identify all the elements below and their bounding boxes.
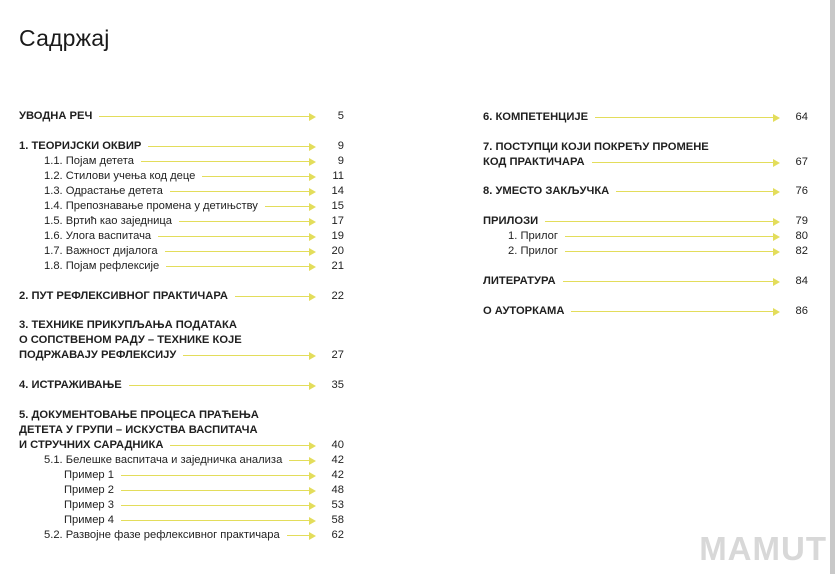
- page-edge-shadow: [830, 0, 835, 574]
- toc-page-number: 82: [795, 245, 808, 257]
- toc-entry-label: 1. ТЕОРИЈСКИ ОКВИР: [19, 140, 142, 152]
- toc-entry-chapter-5[interactable]: [19, 438, 344, 453]
- leader-arrow-icon: [121, 468, 316, 483]
- toc-page-number: 86: [795, 305, 808, 317]
- toc-entry-1-1[interactable]: [44, 154, 344, 169]
- toc-entry-5-2[interactable]: [44, 528, 344, 543]
- toc-entry-chapter-4[interactable]: [19, 378, 344, 393]
- toc-page-number: 21: [331, 260, 344, 272]
- toc-entry-label: Пример 3: [64, 499, 114, 511]
- toc-entry-appendices[interactable]: [483, 214, 808, 229]
- toc-entry-1-8[interactable]: [44, 259, 344, 274]
- leader-arrow-icon: [179, 214, 316, 229]
- toc-entry-1-4[interactable]: [44, 199, 344, 214]
- toc-page-number: 5: [337, 110, 344, 122]
- toc-entry-label: 5.2. Развојне фазе рефлексивног практичара: [44, 529, 280, 541]
- toc-entry-label: Пример 2: [64, 484, 114, 496]
- toc-entry-label: ЛИТЕРАТУРА: [483, 275, 556, 287]
- toc-page-number: 22: [331, 290, 344, 302]
- toc-page-number: 84: [795, 275, 808, 287]
- leader-arrow-icon: [235, 289, 316, 304]
- leader-arrow-icon: [563, 274, 780, 289]
- leader-arrow-icon: [170, 184, 316, 199]
- toc-entry-chapter-1[interactable]: [19, 139, 344, 154]
- toc-page-number: 80: [795, 230, 808, 242]
- toc-page-number: 76: [795, 185, 808, 197]
- toc-entry-label: 1.3. Одрастање детета: [44, 185, 163, 197]
- toc-page-number: 42: [331, 454, 344, 466]
- leader-arrow-icon: [121, 513, 316, 528]
- toc-page-number: 20: [331, 245, 344, 257]
- leader-arrow-icon: [166, 259, 316, 274]
- leader-arrow-icon: [129, 378, 316, 393]
- toc-entry-chapter-8[interactable]: [483, 184, 808, 199]
- toc-page-number: 67: [795, 156, 808, 168]
- toc-entry-literature[interactable]: [483, 274, 808, 289]
- toc-entry-label: 4. ИСТРАЖИВАЊЕ: [19, 379, 122, 391]
- toc-page-number: 58: [331, 514, 344, 526]
- toc-page-number: 62: [331, 529, 344, 541]
- toc-entry-chapter-7[interactable]: [483, 155, 808, 170]
- toc-entry-label: Пример 1: [64, 469, 114, 481]
- toc-entry-label: ПОДРЖАВАЈУ РЕФЛЕКСИЈУ: [19, 349, 177, 361]
- toc-entry-appendix-2[interactable]: [508, 244, 808, 259]
- leader-arrow-icon: [121, 498, 316, 513]
- leader-arrow-icon: [121, 483, 316, 498]
- toc-entry-1-2[interactable]: [44, 169, 344, 184]
- leader-arrow-icon: [565, 244, 780, 259]
- toc-entry-intro[interactable]: [19, 109, 344, 124]
- toc-page-number: 64: [795, 111, 808, 123]
- toc-entry-chapter-3-line-1: 3. ТЕХНИКЕ ПРИКУПЉАЊА ПОДАТАКА: [19, 319, 237, 331]
- page-title: Садржај: [19, 25, 110, 52]
- toc-entry-chapter-5-line-1: 5. ДОКУМЕНТОВАЊЕ ПРОЦЕСА ПРАЋЕЊА: [19, 409, 259, 421]
- toc-entry-label: 1.6. Улога васпитача: [44, 230, 152, 242]
- toc-entry-label: 6. КОМПЕТЕНЦИЈЕ: [483, 111, 589, 123]
- toc-page-number: 15: [331, 200, 344, 212]
- toc-entry-1-6[interactable]: [44, 229, 344, 244]
- toc-entry-label: 8. УМЕСТО ЗАКЉУЧКА: [483, 185, 610, 197]
- leader-arrow-icon: [595, 110, 780, 125]
- toc-entry-label: 2. ПУТ РЕФЛЕКСИВНОГ ПРАКТИЧАРА: [19, 290, 228, 302]
- toc-entry-chapter-3[interactable]: [19, 348, 344, 363]
- toc-page-number: 11: [332, 170, 344, 182]
- toc-entry-label: О АУТОРКАМА: [483, 305, 565, 317]
- toc-entry-label: КОД ПРАКТИЧАРА: [483, 156, 585, 168]
- toc-page-number: 35: [331, 379, 344, 391]
- toc-entry-chapter-3-line-2: О СОПСТВЕНОМ РАДУ – ТЕХНИКЕ КОЈЕ: [19, 334, 242, 346]
- toc-page-number: 14: [331, 185, 344, 197]
- leader-arrow-icon: [592, 155, 780, 170]
- leader-arrow-icon: [141, 154, 316, 169]
- toc-entry-example-3[interactable]: [64, 498, 344, 513]
- toc-entry-label: Пример 4: [64, 514, 114, 526]
- leader-arrow-icon: [287, 528, 316, 543]
- toc-entry-chapter-2[interactable]: [19, 289, 344, 304]
- leader-arrow-icon: [158, 229, 316, 244]
- leader-arrow-icon: [202, 169, 316, 184]
- toc-entry-label: 1.4. Препознавање промена у детињству: [44, 200, 258, 212]
- toc-page-number: 19: [331, 230, 344, 242]
- leader-arrow-icon: [565, 229, 780, 244]
- toc-entry-label: 1.7. Важност дијалога: [44, 245, 158, 257]
- toc-page-number: 53: [331, 499, 344, 511]
- toc-page-number: 9: [337, 140, 344, 152]
- toc-entry-1-3[interactable]: [44, 184, 344, 199]
- toc-entry-1-7[interactable]: [44, 244, 344, 259]
- toc-entry-label: 1.1. Појам детета: [44, 155, 134, 167]
- leader-arrow-icon: [170, 438, 316, 453]
- toc-page-number: 40: [331, 439, 344, 451]
- toc-entry-example-2[interactable]: [64, 483, 344, 498]
- toc-entry-5-1[interactable]: [44, 453, 344, 468]
- toc-entry-example-1[interactable]: [64, 468, 344, 483]
- leader-arrow-icon: [165, 244, 316, 259]
- toc-page-number: 9: [337, 155, 344, 167]
- toc-page-number: 27: [331, 349, 344, 361]
- toc-entry-label: ПРИЛОЗИ: [483, 215, 539, 227]
- toc-entry-label: 1.2. Стилови учења код деце: [44, 170, 196, 182]
- toc-entry-about-authors[interactable]: [483, 304, 808, 319]
- toc-entry-label: 2. Прилог: [508, 245, 558, 257]
- toc-entry-label: УВОДНА РЕЧ: [19, 110, 93, 122]
- toc-page-number: 79: [795, 215, 808, 227]
- leader-arrow-icon: [265, 199, 316, 214]
- toc-entry-chapter-7-line-1: 7. ПОСТУПЦИ КОЈИ ПОКРЕЋУ ПРОМЕНЕ: [483, 141, 709, 153]
- leader-arrow-icon: [183, 348, 316, 363]
- toc-page-number: 42: [331, 469, 344, 481]
- leader-arrow-icon: [616, 184, 780, 199]
- leader-arrow-icon: [571, 304, 780, 319]
- toc-page-number: 48: [331, 484, 344, 496]
- toc-entry-label: 1.5. Вртић као заједница: [44, 215, 173, 227]
- toc-entry-label: 1. Прилог: [508, 230, 558, 242]
- toc-entry-chapter-6[interactable]: [483, 110, 808, 125]
- leader-arrow-icon: [289, 453, 316, 468]
- leader-arrow-icon: [545, 214, 780, 229]
- toc-entry-example-4[interactable]: [64, 513, 344, 528]
- mamut-watermark-logo: MAMUT: [699, 530, 827, 567]
- toc-entry-1-5[interactable]: [44, 214, 344, 229]
- toc-page-number: 17: [331, 215, 344, 227]
- toc-entry-appendix-1[interactable]: [508, 229, 808, 244]
- leader-arrow-icon: [148, 139, 316, 154]
- toc-entry-label: И СТРУЧНИХ САРАДНИКА: [19, 439, 164, 451]
- leader-arrow-icon: [99, 109, 316, 124]
- toc-entry-label: 1.8. Појам рефлексије: [44, 260, 160, 272]
- toc-entry-chapter-5-line-2: ДЕТЕТА У ГРУПИ – ИСКУСТВА ВАСПИТАЧА: [19, 424, 258, 436]
- toc-entry-label: 5.1. Белешке васпитача и заједничка анализа: [44, 454, 283, 466]
